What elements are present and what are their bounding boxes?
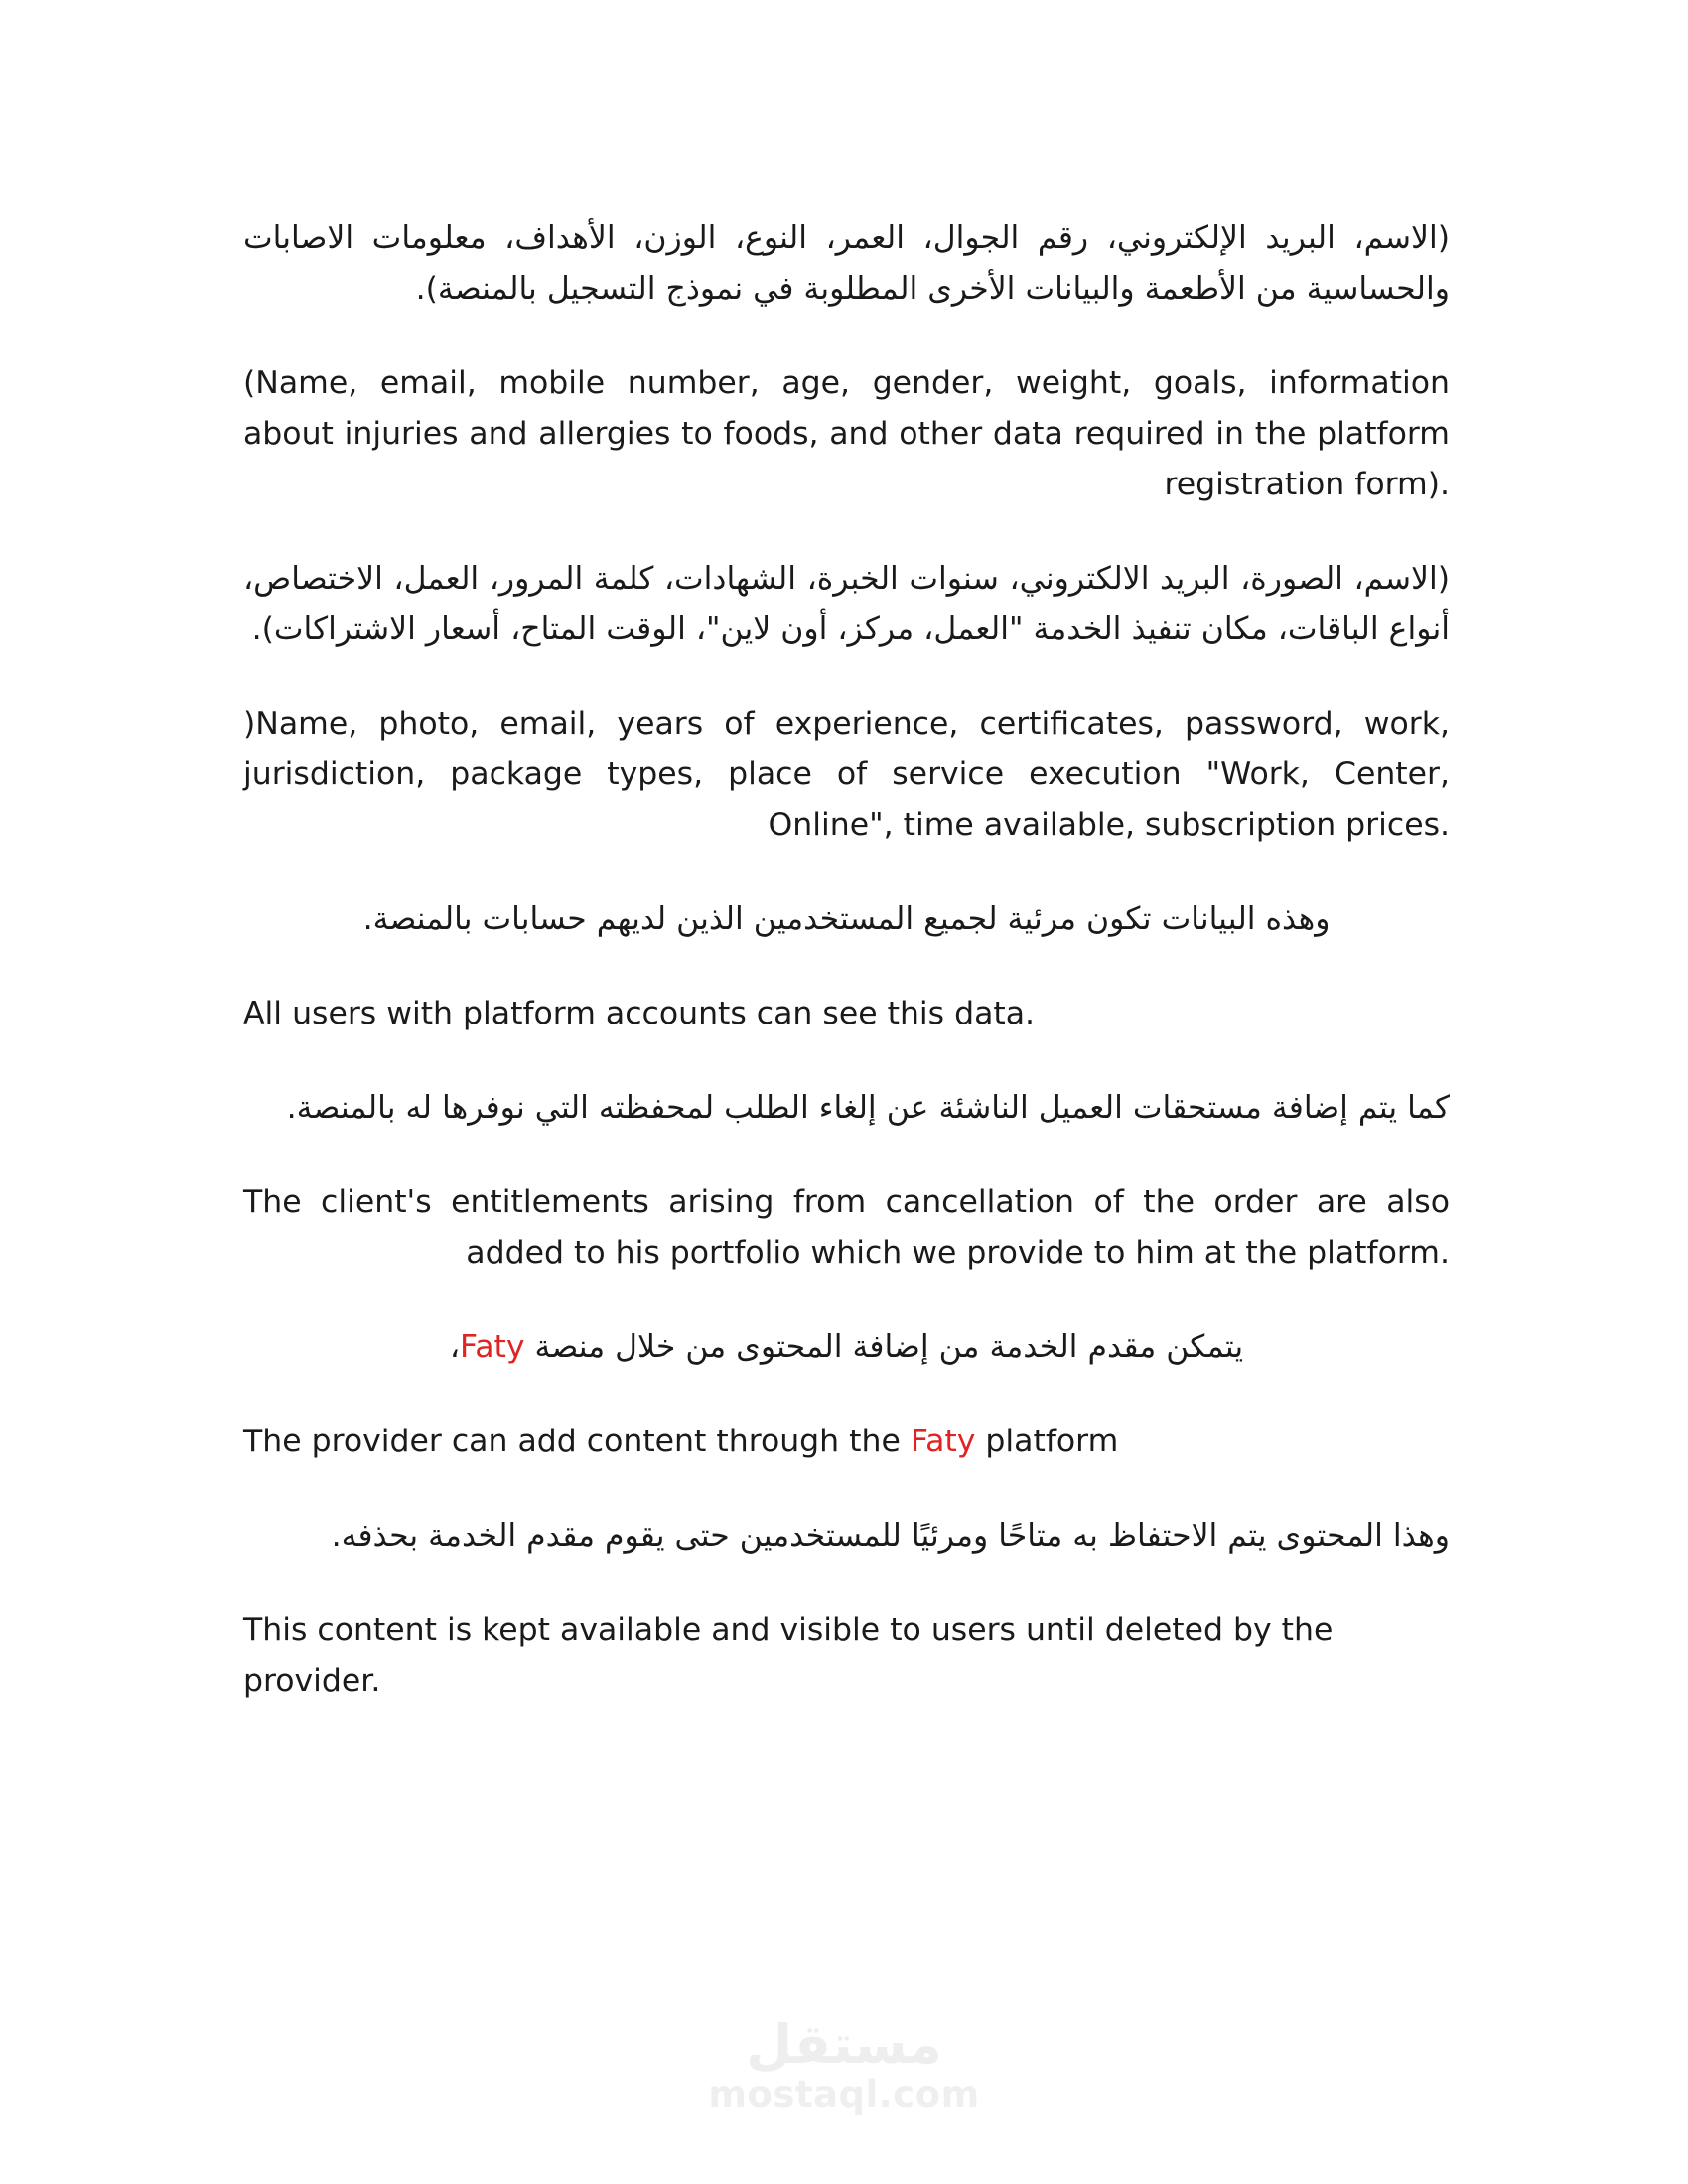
document-body — [243, 213, 1450, 1706]
paragraph-provider-data-english: )Name, photo, email, years of experience, certificates, password, work, jurisdiction, package types, place of service execution "Work, Center, Online", time available, subscription prices. — [243, 706, 1450, 844]
paragraph-client-data-arabic: (الاسم، البريد الإلكتروني، رقم الجوال، العمر، النوع، الوزن، الأهداف، معلومات الاصابات والحساسية من الأطعمة والبيانات الأخرى المطلوبة في نموذج التسجيل بالمنصة). — [243, 220, 1450, 308]
watermark-domain-text: mostaql.com — [708, 2073, 980, 2116]
paragraph-retention-english: This content is kept available and visible to users until deleted by the provider. — [243, 1612, 1334, 1700]
paragraph-retention-arabic: وهذا المحتوى يتم الاحتفاظ به متاحًا ومرئيًا للمستخدمين حتى يقوم مقدم الخدمة بحذفه. — [331, 1518, 1450, 1555]
paragraph-visibility-arabic: وهذه البيانات تكون مرئية لجميع المستخدمين الذين لديهم حسابات بالمنصة. — [362, 901, 1331, 938]
brand-name-faty-arabic: Faty — [460, 1329, 525, 1366]
paragraph-provider-data-arabic: (الاسم، الصورة، البريد الالكتروني، سنوات الخبرة، الشهادات، كلمة المرور، العمل، الاختصاص، أنواع الباقات، مكان تنفيذ الخدمة "العمل، مركز، أون لاين"، الوقت المتاح، أسعار الاشتراكات). — [243, 561, 1450, 648]
paragraph-add-content-arabic-tail: ، — [449, 1329, 461, 1366]
paragraph-visibility-english: All users with platform accounts can see this data. — [243, 996, 1036, 1032]
paragraph-client-data-english: (Name, email, mobile number, age, gender, weight, goals, information about injuries and allergies to foods, and other data required in the platform registration form). — [243, 365, 1450, 503]
paragraph-entitlements-arabic: كما يتم إضافة مستحقات العميل الناشئة عن إلغاء الطلب لمحفظته التي نوفرها له بالمنصة. — [286, 1090, 1450, 1127]
brand-name-faty-english: Faty — [910, 1424, 976, 1460]
paragraph-add-content-english-tail: platform — [975, 1424, 1119, 1460]
mostaql-watermark — [0, 2013, 1688, 2116]
paragraph-add-content-arabic — [243, 1322, 1450, 1373]
watermark-arabic-logotype: مستقل — [746, 2013, 942, 2076]
paragraph-add-content-english — [243, 1417, 1450, 1467]
paragraph-entitlements-english: The client's entitlements arising from cancellation of the order are also added to his portfolio which we provide to him at the platform. — [243, 1184, 1450, 1272]
paragraph-add-content-english-lead: The provider can add content through the — [243, 1424, 911, 1460]
paragraph-add-content-arabic-lead: يتمكن مقدم الخدمة من إضافة المحتوى من خلال منصة — [524, 1329, 1244, 1366]
